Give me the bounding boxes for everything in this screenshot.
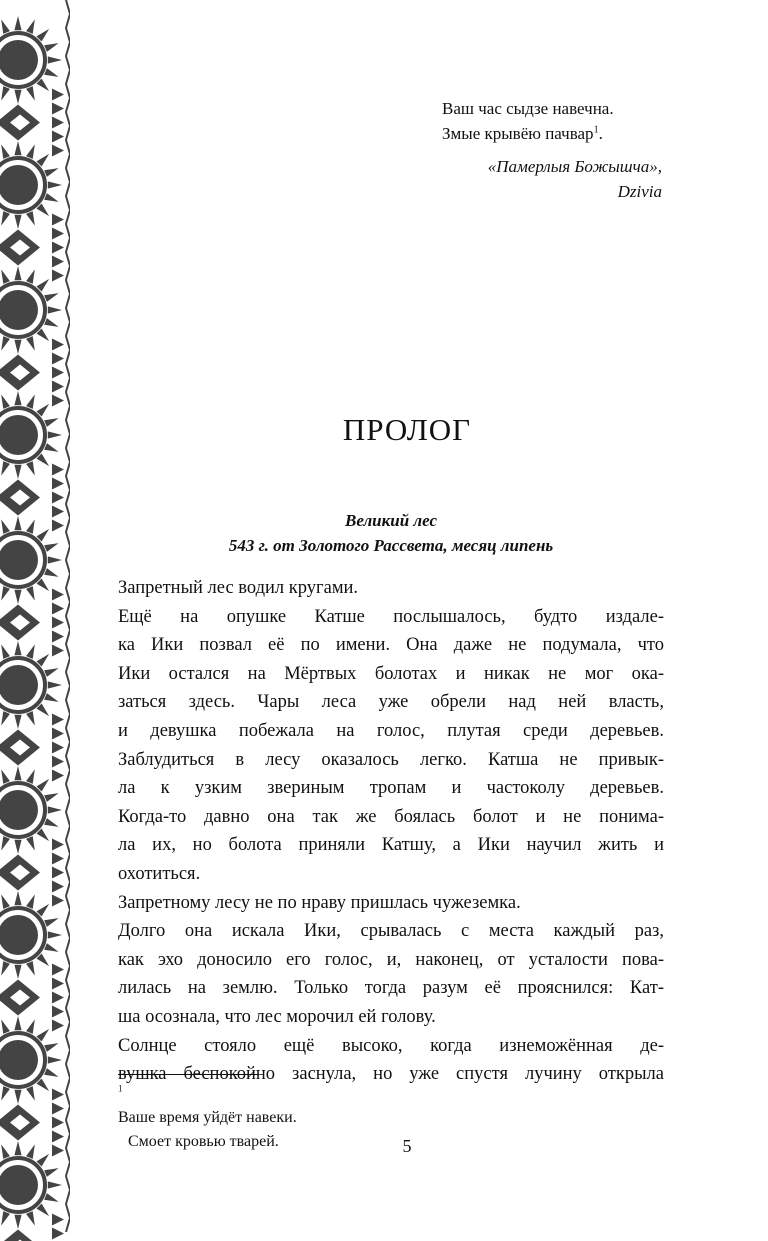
paragraph <box>118 603 664 889</box>
footnote-mark: 1 <box>118 1083 123 1094</box>
ornament-disc <box>0 165 38 205</box>
ornament-ray <box>14 266 21 280</box>
ornament-ray <box>1 769 10 784</box>
ornament-ray <box>26 1019 35 1034</box>
ornament-triangle <box>52 756 64 768</box>
ornament-triangle <box>52 978 64 990</box>
body-text <box>118 574 664 1089</box>
ornament-ray <box>14 891 21 905</box>
text-line: Запретному лесу не по нраву пришлась чужеземка. <box>118 892 521 913</box>
ornament-ray <box>26 144 35 159</box>
ornament-ray <box>44 668 59 677</box>
ornament-triangle <box>52 214 64 226</box>
ornament-triangle <box>52 589 64 601</box>
ornament-ray <box>26 1086 35 1101</box>
ornament-triangle <box>52 645 64 657</box>
footnote-line-1 <box>118 1082 618 1130</box>
ornament-ray <box>1 19 10 34</box>
ornament-ray <box>44 1043 59 1052</box>
ornament-ray <box>26 86 35 101</box>
text-line: Запретный лес водил кругами. <box>118 578 359 598</box>
ornament-ray <box>1 894 10 909</box>
ornament-triangle <box>52 1006 64 1018</box>
ornament-disc <box>0 540 38 580</box>
ornament-ray <box>26 394 35 409</box>
ornament-ray <box>1 1211 10 1226</box>
ornament-ray <box>26 269 35 284</box>
ornament-disc <box>0 1040 38 1080</box>
ornament-triangle <box>52 478 64 490</box>
ornament-triangle <box>52 145 64 157</box>
ornament-ray <box>14 516 21 530</box>
chapter-title <box>0 412 768 448</box>
text-line: Когда-то давно она так же боялась болот и не понима- <box>118 806 664 827</box>
ornament-triangle <box>52 770 64 782</box>
ornament-triangle <box>52 1089 64 1101</box>
paragraph <box>118 574 664 603</box>
ornament-disc <box>0 915 38 955</box>
ornament-triangle <box>52 131 64 143</box>
ornament-triangle <box>52 742 64 754</box>
epigraph-source <box>488 154 662 204</box>
ornament-triangle <box>52 228 64 240</box>
ornament-ray <box>26 1211 35 1226</box>
ornament-triangle <box>52 603 64 615</box>
ornament-triangle <box>52 631 64 643</box>
ornament-triangle <box>52 381 64 393</box>
text-line: ка Ики позвал её по имени. Она даже не подумала, что <box>118 635 664 656</box>
setting-date: 543 г. от Золотого Рассвета, месяц липень <box>228 536 554 555</box>
ornament-disc <box>0 665 38 705</box>
text-line: лилась на землю. Только тогда разум её прояснился: Кат- <box>118 978 664 999</box>
ornament-ray <box>44 943 59 952</box>
ornament-ray <box>14 16 21 30</box>
epigraph-line-1: Ваш час сыдзе навечна. <box>442 99 614 118</box>
ornament-triangle <box>52 839 64 851</box>
ornament-disc <box>0 290 38 330</box>
ornament-ray <box>1 86 10 101</box>
ornament-ray <box>44 818 59 827</box>
ornament-triangle <box>52 1103 64 1115</box>
ornament-zigzag <box>66 0 70 1232</box>
ornament-ray <box>26 711 35 726</box>
ornament-ray <box>26 894 35 909</box>
ornament-ray <box>48 806 62 813</box>
ornament-ray <box>1 269 10 284</box>
ornament-triangle <box>52 506 64 518</box>
ornament-ray <box>14 715 21 729</box>
ornament-ray <box>14 590 21 604</box>
text-line: Заблудиться в лесу оказалось легко. Катша не привык- <box>118 749 664 770</box>
ornament-triangle <box>52 117 64 129</box>
ornament-ray <box>14 1090 21 1104</box>
page-number-text: 5 <box>402 1136 412 1156</box>
ornament-ray <box>1 1019 10 1034</box>
ornament-triangle <box>52 617 64 629</box>
ornament-ray <box>26 586 35 601</box>
text-line: Долго она искала Ики, срывалась с места каждый раз, <box>118 921 664 942</box>
ornament-disc <box>0 1165 38 1205</box>
ornament-ray <box>1 1086 10 1101</box>
ornament-triangle <box>52 1020 64 1032</box>
ornament-triangle <box>52 395 64 407</box>
footnote-line-2: Смоет кровью тварей. <box>128 1133 279 1150</box>
ornament-ray <box>14 840 21 854</box>
ornament-ray <box>14 965 21 979</box>
setting-heading <box>118 508 664 558</box>
ornament-ray <box>14 141 21 155</box>
ornament-triangle <box>52 270 64 282</box>
ornament-ray <box>26 461 35 476</box>
ornament-disc <box>0 790 38 830</box>
page-number <box>0 1136 768 1157</box>
ornament-diamond <box>0 1230 40 1241</box>
text-line: охотиться. <box>118 863 201 884</box>
footnote-line-1-text: Ваше время уйдёт навеки. <box>118 1109 297 1126</box>
ornament-ray <box>26 836 35 851</box>
paragraph <box>118 1032 664 1089</box>
ornament-ray <box>1 394 10 409</box>
paragraph <box>118 889 664 918</box>
text-line: ша осознала, что лес морочил ей голову. <box>118 1006 436 1027</box>
ornament-ray <box>44 43 59 52</box>
ornament-ray <box>26 769 35 784</box>
text-line: ла к узким звериным тропам и частоколу деревьев. <box>118 778 664 799</box>
ornament-triangle <box>52 728 64 740</box>
ornament-triangle <box>52 353 64 365</box>
ornament-disc <box>0 40 38 80</box>
ornament-ray <box>48 1056 62 1063</box>
ornament-ray <box>44 168 59 177</box>
ornament-triangle <box>52 1117 64 1129</box>
ornament-triangle <box>52 339 64 351</box>
ornament-ray <box>48 1181 62 1188</box>
text-line: Ики остался на Мёртвых болотах и никак не мог ока- <box>118 663 664 684</box>
ornament-ray <box>48 931 62 938</box>
ornament-ray <box>1 836 10 851</box>
text-line: и девушка побежала на голос, плутая среди деревьев. <box>118 720 664 741</box>
ornament-ray <box>44 1068 59 1077</box>
ornament-ray <box>48 181 62 188</box>
ornament-border <box>0 0 70 1241</box>
text-line: Ещё на опушке Катше послышалось, будто издале- <box>118 606 664 627</box>
ornament-ray <box>14 1215 21 1229</box>
text-line: как эхо доносило его голос, и, наконец, от усталости пова- <box>118 949 664 970</box>
ornament-triangle <box>52 367 64 379</box>
ornament-triangle <box>52 242 64 254</box>
paragraph <box>118 917 664 1031</box>
chapter-title-text: ПРОЛОГ <box>342 412 472 447</box>
ornament-ray <box>48 556 62 563</box>
ornament-triangle <box>52 867 64 879</box>
ornament-ray <box>44 693 59 702</box>
ornament-ray <box>1 211 10 226</box>
epigraph-line-2 <box>442 121 672 146</box>
ornament-ray <box>26 644 35 659</box>
ornament-ray <box>14 1016 21 1030</box>
ornament-triangle <box>52 895 64 907</box>
epigraph-line-2-end: . <box>598 124 603 143</box>
ornament-triangle <box>52 714 64 726</box>
ornament-ray <box>44 793 59 802</box>
ornament-ray <box>44 1168 59 1177</box>
epigraph-source-author: Dzivia <box>617 182 662 201</box>
ornament-triangle <box>52 492 64 504</box>
ornament-ray <box>14 641 21 655</box>
ornament-ray <box>26 19 35 34</box>
ornament-ray <box>14 340 21 354</box>
epigraph <box>442 96 672 146</box>
ornament-ray <box>1 644 10 659</box>
ornament-ray <box>44 193 59 202</box>
ornament-triangle <box>52 964 64 976</box>
ornament-ray <box>1 336 10 351</box>
text-line: заться здесь. Чары леса уже обрели над ней власть, <box>118 692 664 713</box>
ornament-ray <box>48 681 62 688</box>
ornament-ray <box>44 568 59 577</box>
ornament-ray <box>44 1193 59 1202</box>
ornament-ray <box>44 68 59 77</box>
ornament-ray <box>14 90 21 104</box>
epigraph-source-title: «Памерлыя Божышча», <box>487 157 662 176</box>
ornament-triangle <box>52 853 64 865</box>
text-line: вушка беспокойно заснула, но уже спустя лучину открыла <box>118 1064 664 1085</box>
ornament-ray <box>1 144 10 159</box>
ornament-triangle <box>52 881 64 893</box>
ornament-ray <box>1 711 10 726</box>
ornament-pattern-icon <box>0 0 70 1241</box>
ornament-ray <box>14 391 21 405</box>
ornament-ray <box>1 961 10 976</box>
ornament-triangle <box>52 1214 64 1226</box>
ornament-triangle <box>52 1228 64 1240</box>
ornament-ray <box>1 519 10 534</box>
ornament-ray <box>44 543 59 552</box>
ornament-ray <box>48 306 62 313</box>
ornament-triangle <box>52 89 64 101</box>
ornament-ray <box>44 918 59 927</box>
epigraph-line-2-text: Змые крывёю пачвар <box>442 124 594 143</box>
ornament-ray <box>26 211 35 226</box>
ornament-ray <box>44 293 59 302</box>
ornament-ray <box>44 318 59 327</box>
ornament-triangle <box>52 103 64 115</box>
footnote-rule <box>118 1074 258 1075</box>
text-line: ла их, но болота приняли Катшу, а Ики научил жить и <box>118 835 664 856</box>
ornament-triangle <box>52 520 64 532</box>
ornament-ray <box>1 586 10 601</box>
ornament-triangle <box>52 256 64 268</box>
ornament-ray <box>14 215 21 229</box>
ornament-ray <box>26 519 35 534</box>
ornament-triangle <box>52 992 64 1004</box>
epigraph-footnote-mark: 1 <box>593 124 599 136</box>
ornament-ray <box>26 336 35 351</box>
setting-place: Великий лес <box>344 511 437 530</box>
ornament-ray <box>14 766 21 780</box>
ornament-ray <box>48 56 62 63</box>
ornament-ray <box>26 961 35 976</box>
ornament-ray <box>1 461 10 476</box>
ornament-triangle <box>52 464 64 476</box>
ornament-ray <box>14 465 21 479</box>
text-line: Солнце стояло ещё высоко, когда изнеможённая де- <box>118 1035 664 1056</box>
